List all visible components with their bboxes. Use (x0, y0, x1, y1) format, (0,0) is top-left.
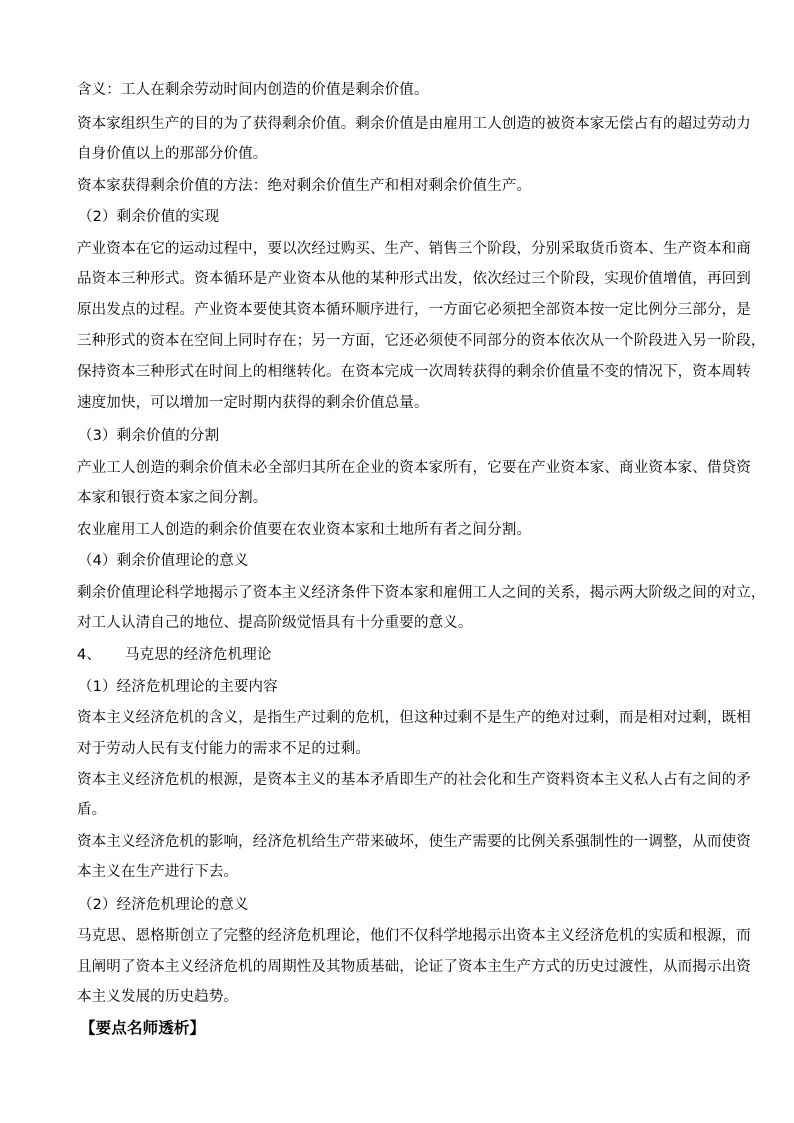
paragraph-division-industrial-line2: 本家和银行资本家之间分割。 (77, 490, 268, 506)
subheading-crisis-main-content: （1）经济危机理论的主要内容 (78, 679, 278, 695)
subheading-division: （3）剩余价值的分割 (78, 428, 220, 444)
paragraph-crisis-meaning-line2: 对于劳动人民有支付能力的需求不足的过剩。 (77, 741, 370, 757)
subheading-crisis-significance: （2）经济危机理论的意义 (78, 897, 249, 913)
paragraph-capitalist-purpose-line2: 自身价值以上的那部分价值。 (77, 146, 268, 162)
paragraph-industrial-capital-line2: 品资本三种形式。资本循环是产业资本从他的某种形式出发，依次经过三个阶段，实现价值增值，再回到 (77, 271, 751, 287)
subheading-significance: （4）剩余价值理论的意义 (78, 553, 249, 569)
subheading-realization: （2）剩余价值的实现 (78, 209, 220, 225)
paragraph-marx-engels-line3: 本主义发展的历史趋势。 (77, 989, 239, 1005)
section-number: 4、 (77, 647, 102, 663)
paragraph-crisis-root-line2: 盾。 (77, 802, 107, 818)
section-title: 马克思的经济危机理论 (125, 647, 272, 663)
section-title-key-points: 【要点名师透析】 (80, 1019, 206, 1037)
paragraph-crisis-meaning-line1: 资本主义经济危机的含义，是指生产过剩的危机，但这种过剩不是生产的绝对过剩，而是相对过剩，既相 (77, 710, 751, 726)
paragraph-industrial-capital-line5: 保持资本三种形式在时间上的相继转化。在资本完成一次周转获得的剩余价值量不变的情况下，资本周转 (77, 364, 751, 380)
paragraph-crisis-impact-line2: 本主义在生产进行下去。 (77, 864, 239, 880)
paragraph-crisis-impact-line1: 资本主义经济危机的影响，经济危机给生产带来破坏，使生产需要的比例关系强制性的一调整，从而使资 (77, 834, 751, 850)
paragraph-capitalist-purpose-line1: 资本家组织生产的目的为了获得剩余价值。剩余价值是由雇用工人创造的被资本家无偿占有的超过劳动力 (77, 116, 751, 132)
paragraph-significance-line2: 对工人认清自己的地位、提高阶级觉悟具有十分重要的意义。 (77, 615, 473, 631)
paragraph-surplus-value-definition: 含义：工人在剩余劳动时间内创造的价值是剩余价值。 (77, 82, 429, 98)
paragraph-surplus-value-methods: 资本家获得剩余价值的方法：绝对剩余价值生产和相对剩余价值生产。 (77, 178, 532, 194)
paragraph-industrial-capital-line6: 速度加快，可以增加一定时期内获得的剩余价值总量。 (77, 395, 429, 411)
paragraph-significance-line1: 剩余价值理论科学地揭示了资本主义经济条件下资本家和雇佣工人之间的关系，揭示两大阶级之间的对立， (77, 585, 766, 601)
paragraph-industrial-capital-line1: 产业资本在它的运动过程中，要以次经过购买、生产、销售三个阶段，分别采取货币资本、生产资本和商 (77, 241, 751, 257)
section-heading-crisis-theory (77, 645, 272, 665)
paragraph-marx-engels-line1: 马克思、恩格斯创立了完整的经济危机理论，他们不仅科学地揭示出资本主义经济危机的实质和根源，而 (77, 928, 751, 944)
paragraph-division-agricultural: 农业雇用工人创造的剩余价值要在农业资本家和土地所有者之间分割。 (77, 522, 532, 538)
paragraph-industrial-capital-line4: 三种形式的资本在空间上同时存在；另一方面，它还必须使不同部分的资本依次从一个阶段进入另一阶段， (77, 333, 766, 349)
paragraph-industrial-capital-line3: 原出发点的过程。产业资本要使其资本循环顺序进行，一方面它必须把全部资本按一定比例分三部分，是 (77, 302, 751, 318)
paragraph-marx-engels-line2: 且阐明了资本主义经济危机的周期性及其物质基础，论证了资本主生产方式的历史过渡性，从而揭示出资 (77, 959, 751, 975)
paragraph-division-industrial-line1: 产业工人创造的剩余价值未必全部归其所在企业的资本家所有，它要在产业资本家、商业资本家、借贷资 (77, 460, 751, 476)
paragraph-crisis-root-line1: 资本主义经济危机的根源，是资本主义的基本矛盾即生产的社会化和生产资料资本主义私人占有之间的矛 (77, 772, 751, 788)
